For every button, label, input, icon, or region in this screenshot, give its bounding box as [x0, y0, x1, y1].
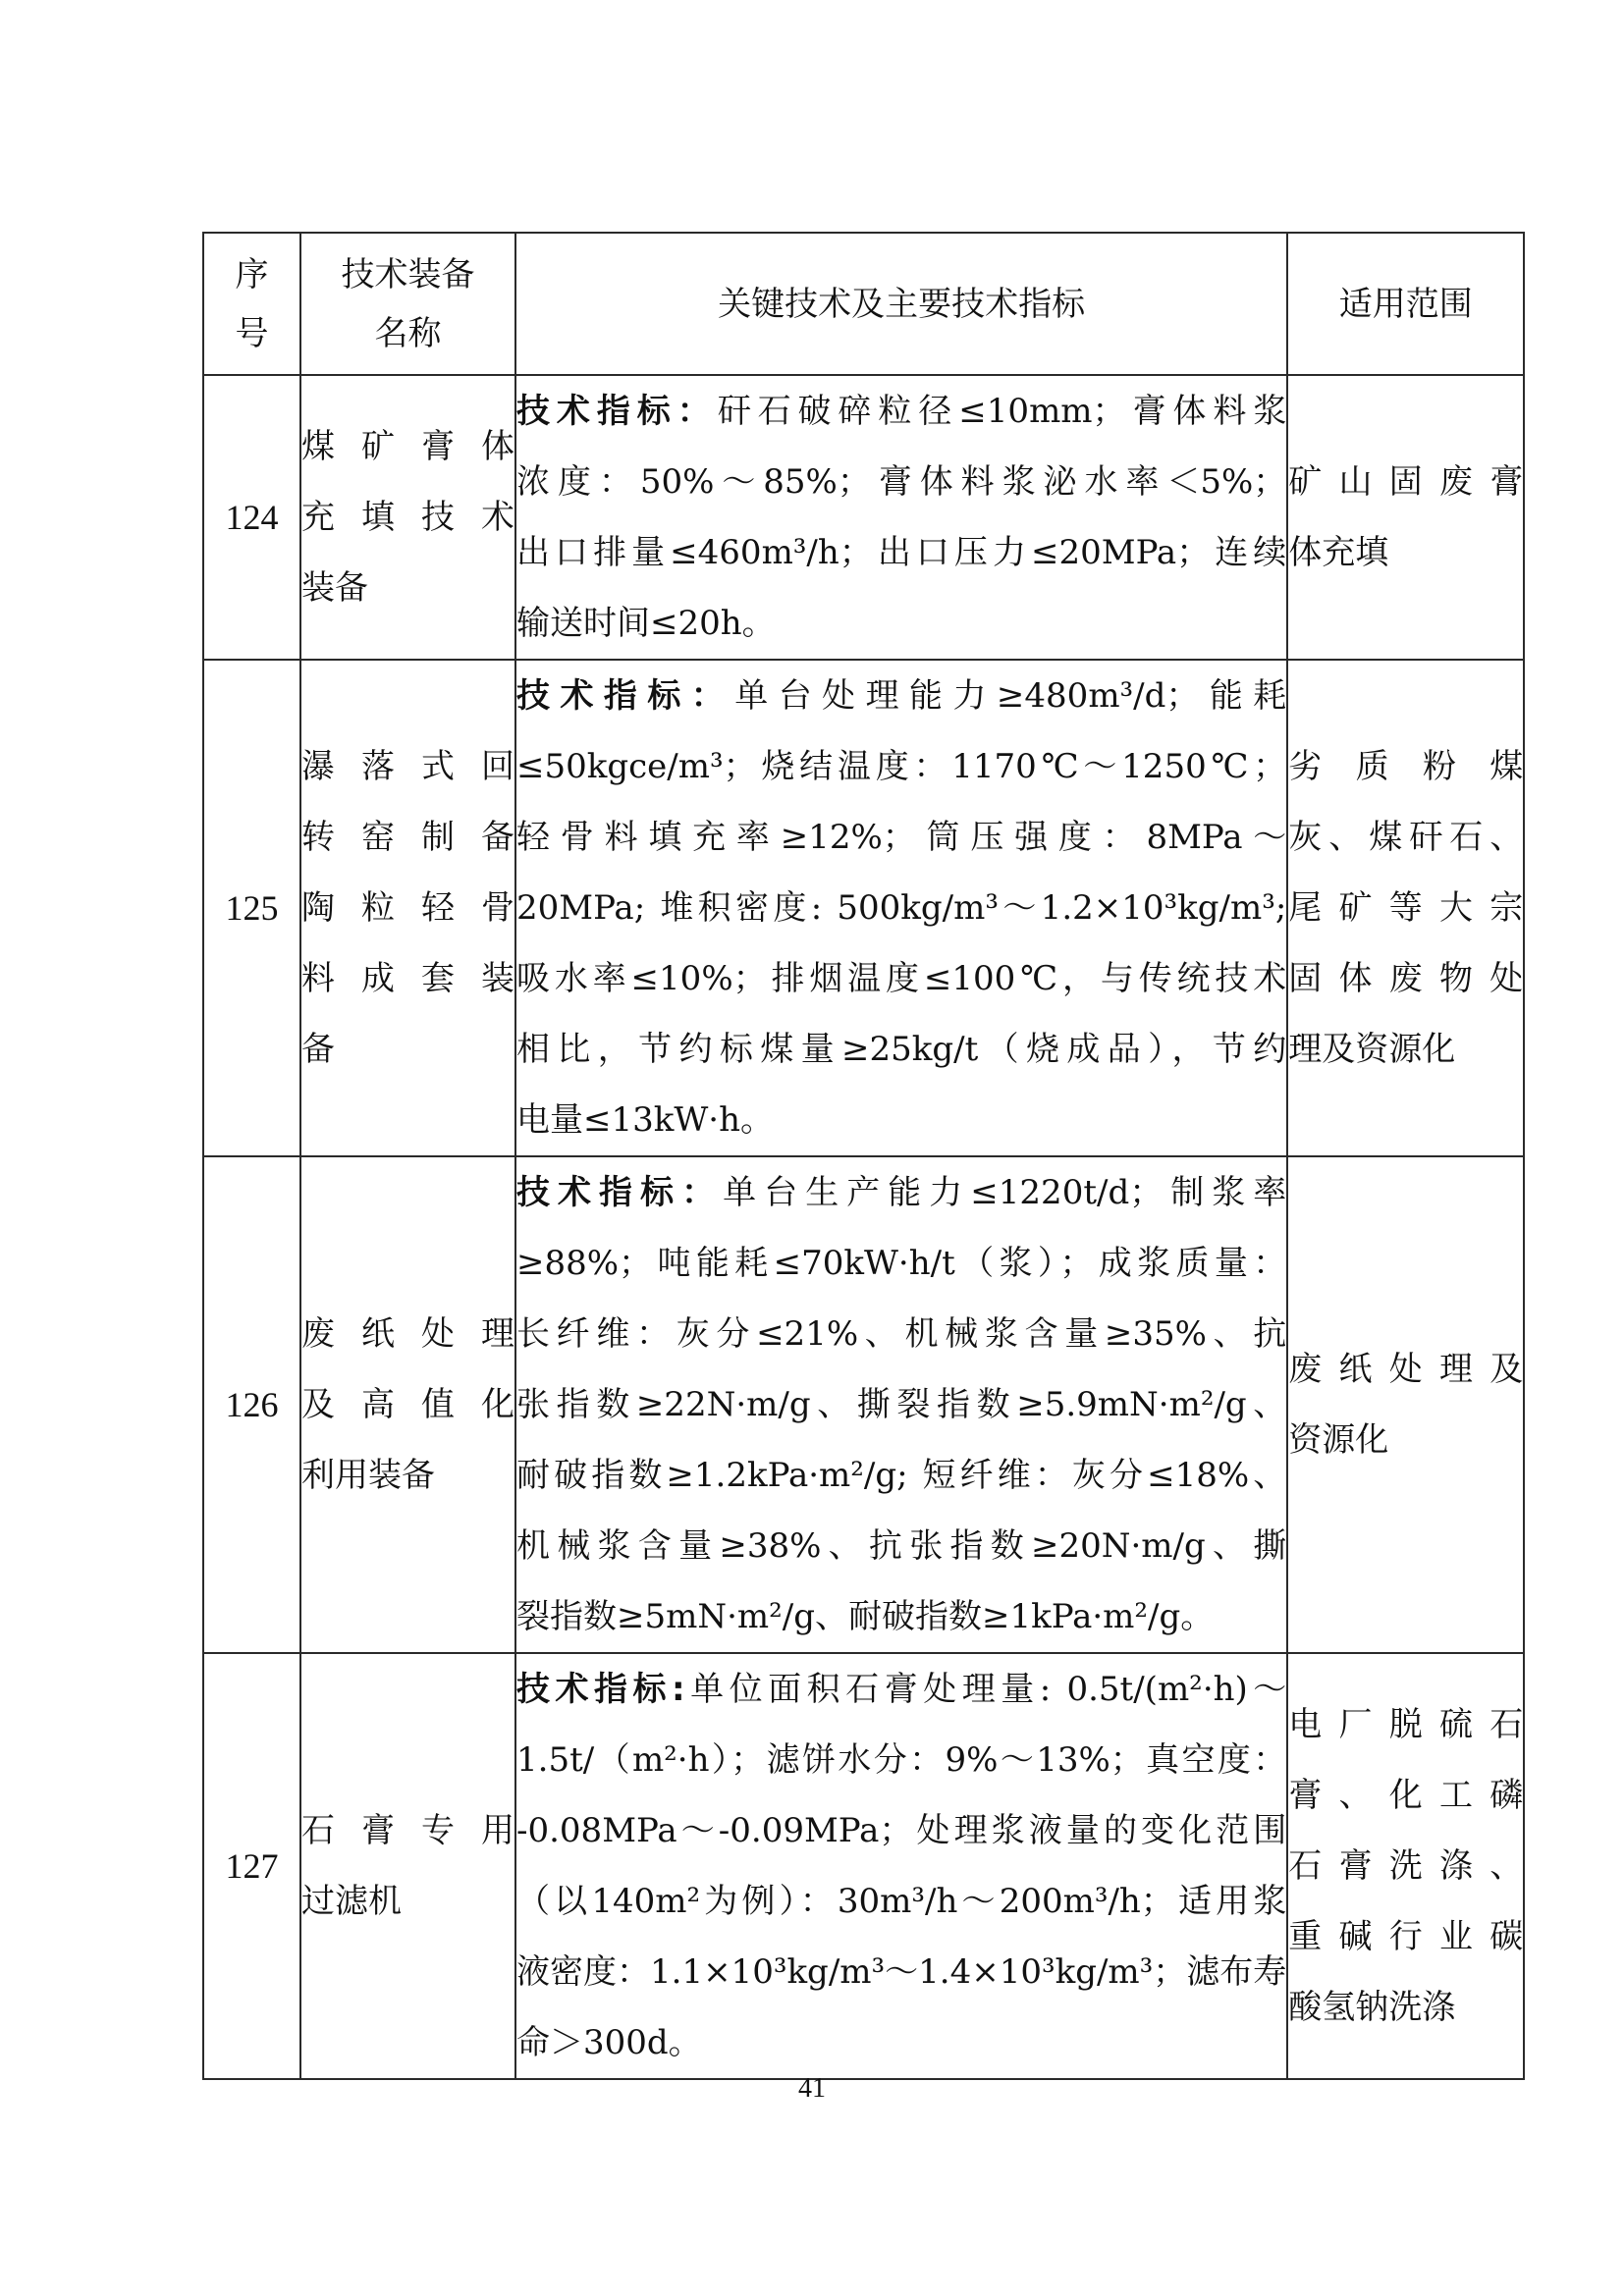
row-equipment-name [300, 375, 515, 660]
tech-label: 技术指标： [516, 1173, 724, 1212]
header-tech: 关键技术及主要技术指标 [515, 233, 1287, 375]
tech-line: ≥88%；吨能耗≤70kW·h/t（浆）；成浆质量： [516, 1244, 1287, 1283]
tech-line: 单位面积石膏处理量: 0.5t/(m²·h)～ [684, 1670, 1287, 1709]
row-scope [1287, 1653, 1524, 2079]
row-scope [1287, 375, 1524, 660]
row-tech-indicators [515, 660, 1287, 1156]
row-seq: 124 [203, 375, 300, 660]
header-seq [203, 233, 300, 375]
tech-line: 相比，节约标煤量≥25kg/t（烧成品），节约 [516, 1030, 1287, 1069]
table-header-row [203, 233, 1524, 375]
scope-line: 尾矿等大宗 [1288, 888, 1524, 928]
tech-line: 裂指数≥5mN·m²/g、耐破指数≥1kPa·m²/g。 [516, 1597, 1215, 1636]
scope-line: 矿山固废膏 [1288, 462, 1524, 502]
tech-line: 浓度：50%～85%；膏体料浆泌水率＜5%； [516, 462, 1287, 502]
row-seq: 125 [203, 660, 300, 1156]
tech-line: 液密度：1.1×10³kg/m³～1.4×10³kg/m³；滤布寿 [516, 1952, 1287, 1992]
row-seq: 127 [203, 1653, 300, 2079]
scope-line: 电厂脱硫石 [1288, 1705, 1524, 1744]
tech-line: 轻骨料填充率≥12%；筒压强度：8MPa～ [516, 818, 1287, 857]
tech-label: 技术指标： [516, 676, 735, 716]
tech-line: 命＞300d。 [516, 2023, 702, 2062]
scope-line: 体充填 [1288, 533, 1389, 572]
scope-line: 膏、化工磷 [1288, 1776, 1524, 1815]
row-equipment-name [300, 660, 515, 1156]
page-number: 41 [798, 2073, 826, 2104]
table-row [203, 1653, 1524, 2079]
tech-line: 张指数≥22N·m/g、撕裂指数≥5.9mN·m²/g、 [516, 1385, 1287, 1424]
row-seq: 126 [203, 1156, 300, 1653]
tech-line: 20MPa; 堆积密度: 500kg/m³～1.2×10³kg/m³; [516, 888, 1287, 928]
scope-line: 理及资源化 [1288, 1030, 1456, 1069]
header-name-line: 名称 [374, 313, 442, 353]
tech-line: 输送时间≤20h。 [516, 604, 776, 643]
row-equipment-name [300, 1156, 515, 1653]
tech-line: 吸水率≤10%；排烟温度≤100℃，与传统技术 [516, 959, 1287, 998]
scope-line: 固体废物处 [1288, 959, 1524, 998]
name-line: 及高值化 [301, 1385, 514, 1424]
scope-line: 石膏洗涤、 [1288, 1846, 1524, 1886]
header-name-line: 技术装备 [341, 254, 475, 294]
tech-line: 1.5t/（m²·h）；滤饼水分：9%～13%；真空度： [516, 1740, 1287, 1780]
name-line: 充填技术 [301, 498, 514, 537]
scope-line: 废纸处理及 [1288, 1350, 1524, 1389]
name-line: 备 [301, 1030, 335, 1069]
name-line: 装备 [301, 568, 368, 608]
name-line: 料成套装 [301, 959, 514, 998]
tech-line: 电量≤13kW·h。 [516, 1100, 775, 1140]
header-seq-line: 序 [235, 254, 269, 294]
scope-line: 资源化 [1288, 1420, 1389, 1460]
equipment-table [202, 232, 1525, 2080]
tech-line: -0.08MPa～-0.09MPa；处理浆液量的变化范围 [516, 1811, 1287, 1850]
tech-line: 矸石破碎粒径≤10mm；膏体料浆 [717, 392, 1287, 431]
row-tech-indicators [515, 375, 1287, 660]
row-tech-indicators [515, 1653, 1287, 2079]
name-line: 转窑制备 [301, 818, 514, 857]
table-row [203, 1156, 1524, 1653]
tech-line: 长纤维：灰分≤21%、机械浆含量≥35%、抗 [516, 1314, 1287, 1354]
tech-line: 单台处理能力≥480m³/d；能耗 [734, 676, 1287, 716]
tech-line: 出口排量≤460m³/h；出口压力≤20MPa；连续 [516, 533, 1287, 572]
tech-line: 单台生产能力≤1220t/d；制浆率 [723, 1173, 1287, 1212]
tech-line: 耐破指数≥1.2kPa·m²/g; 短纤维：灰分≤18%、 [516, 1456, 1287, 1495]
row-tech-indicators [515, 1156, 1287, 1653]
name-line: 煤矿膏体 [301, 427, 514, 466]
tech-label: 技术指标: [516, 1670, 685, 1709]
name-line: 利用装备 [301, 1456, 435, 1495]
tech-label: 技术指标： [516, 392, 718, 431]
header-scope: 适用范围 [1287, 233, 1524, 375]
tech-line: ≤50kgce/m³；烧结温度：1170℃～1250℃； [516, 747, 1287, 786]
name-line: 过滤机 [301, 1882, 402, 1921]
tech-line: 机械浆含量≥38%、抗张指数≥20N·m/g、撕 [516, 1526, 1287, 1566]
row-scope [1287, 1156, 1524, 1653]
scope-line: 酸氢钠洗涤 [1288, 1988, 1456, 2027]
header-name [300, 233, 515, 375]
row-scope [1287, 660, 1524, 1156]
name-line: 石膏专用 [301, 1811, 514, 1850]
name-line: 瀑落式回 [301, 747, 514, 786]
table-row [203, 375, 1524, 660]
scope-line: 劣质粉煤 [1288, 747, 1524, 786]
table-row [203, 660, 1524, 1156]
name-line: 陶粒轻骨 [301, 888, 514, 928]
name-line: 废纸处理 [301, 1314, 514, 1354]
scope-line: 灰、煤矸石、 [1288, 818, 1524, 857]
scope-line: 重碱行业碳 [1288, 1917, 1524, 1956]
tech-line: （以140m²为例）：30m³/h～200m³/h；适用浆 [516, 1882, 1287, 1921]
header-seq-line: 号 [235, 313, 269, 353]
row-equipment-name [300, 1653, 515, 2079]
